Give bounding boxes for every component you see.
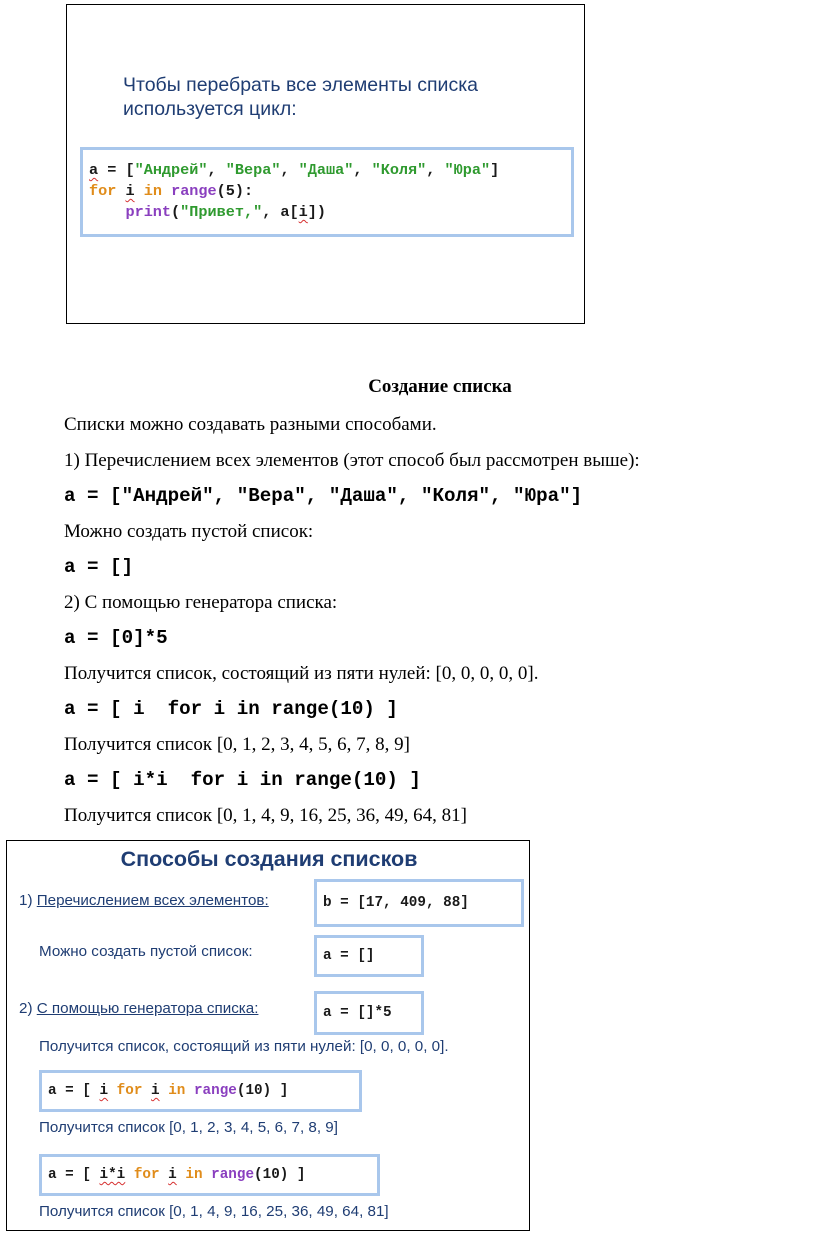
generator-ii-code-box: a = [ i*i for i in range(10) ] — [39, 1154, 380, 1196]
code-empty-list: a = [] — [64, 556, 134, 578]
zeros-code-box: a = []*5 — [314, 991, 424, 1035]
paragraph-method-1: 1) Перечислением всех элементов (этот способ был рассмотрен выше): — [64, 450, 640, 471]
generator-ii-result: Получится список [0, 1, 4, 9, 16, 25, 36, 49, 64, 81] — [39, 1203, 389, 1220]
paragraph-zeros-result: Получится список, состоящий из пяти нулей: [0, 0, 0, 0, 0]. — [64, 663, 539, 684]
code-zeros: a = [0]*5 — [64, 627, 168, 649]
code-line-3: print("Привет,", a[i]) — [125, 203, 327, 221]
slide-title: Чтобы перебрать все элементы списка используется цикл: — [123, 74, 479, 120]
loop-slide — [66, 4, 585, 324]
paragraph-generator-i-result: Получится список [0, 1, 2, 3, 4, 5, 6, 7, 8, 9] — [64, 734, 410, 755]
paragraph-intro: Списки можно создавать разными способами. — [64, 414, 437, 435]
empty-list-label: Можно создать пустой список: — [39, 943, 253, 960]
paragraph-empty-list: Можно создать пустой список: — [64, 521, 314, 542]
code-generator-ii: a = [ i*i for i in range(10) ] — [64, 769, 421, 791]
section-heading: Создание списка — [368, 376, 512, 397]
paragraph-method-2: 2) С помощью генератора списка: — [64, 592, 338, 613]
code-line-2: for i in range(5): — [89, 182, 254, 200]
empty-list-code-box: a = [] — [314, 935, 424, 977]
code-enumeration: a = ["Андрей", "Вера", "Даша", "Коля", "Юра"] — [64, 485, 583, 507]
generator-i-code-box: a = [ i for i in range(10) ] — [39, 1070, 362, 1112]
creation-methods-slide — [6, 840, 530, 1231]
code-line-1: a = ["Андрей", "Вера", "Даша", "Коля", "Юра"] — [89, 161, 500, 179]
paragraph-generator-ii-result: Получится список [0, 1, 4, 9, 16, 25, 36, 49, 64, 81] — [64, 805, 467, 826]
code-generator-i: a = [ i for i in range(10) ] — [64, 698, 398, 720]
slide2-title: Способы создания списков — [120, 847, 418, 871]
generator-i-result: Получится список [0, 1, 2, 3, 4, 5, 6, 7, 8, 9] — [39, 1119, 338, 1136]
zeros-result-label: Получится список, состоящий из пяти нулей: [0, 0, 0, 0, 0]. — [39, 1038, 449, 1055]
loop-code-box — [80, 147, 574, 237]
method-2-label: 2) С помощью генератора списка: — [19, 1000, 259, 1017]
enumeration-code-box: b = [17, 409, 88] — [314, 879, 524, 927]
method-1-label: 1) Перечислением всех элементов: — [19, 892, 269, 909]
